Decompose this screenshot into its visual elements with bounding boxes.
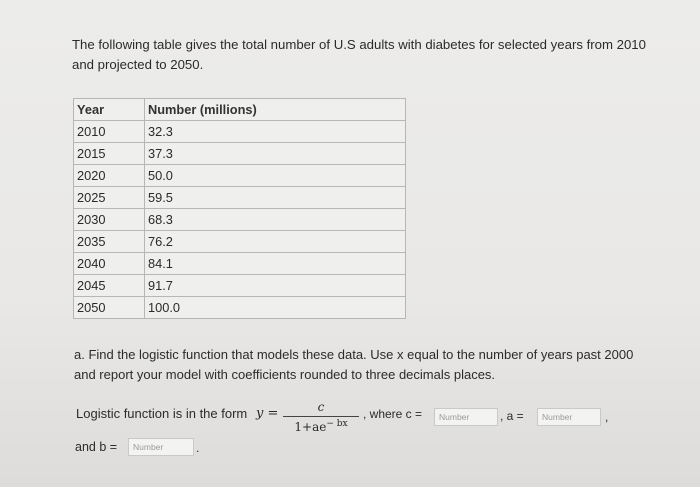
cell-year: 2050 xyxy=(74,297,145,319)
diabetes-table xyxy=(73,98,406,319)
table-row xyxy=(74,121,406,143)
table-row xyxy=(74,253,406,275)
table-row xyxy=(74,275,406,297)
c-input-placeholder: Number xyxy=(439,412,470,422)
b-input-placeholder: Number xyxy=(133,442,164,452)
where-c-label: , where c = xyxy=(363,407,423,421)
cell-year: 2025 xyxy=(74,187,145,209)
a-label: , a = xyxy=(500,409,524,423)
cell-year: 2040 xyxy=(74,253,145,275)
table-row xyxy=(74,231,406,253)
cell-number: 37.3 xyxy=(145,143,406,165)
cell-year: 2045 xyxy=(74,275,145,297)
table-row xyxy=(74,165,406,187)
fraction-bar xyxy=(283,416,359,417)
cell-year: 2035 xyxy=(74,231,145,253)
cell-year: 2015 xyxy=(74,143,145,165)
cell-number: 76.2 xyxy=(145,231,406,253)
form-prefix: Logistic function is in the form xyxy=(76,406,248,421)
table-row xyxy=(74,187,406,209)
intro-text: The following table gives the total number of U.S adults with diabetes for selected years from 2010 and projected to 2050. xyxy=(72,37,646,72)
c-input[interactable] xyxy=(434,408,498,426)
header-year: Year xyxy=(74,99,145,121)
fraction-numerator: c xyxy=(317,400,325,414)
part-a-prompt: a. Find the logistic function that models these data. Use x equal to the number of years past 2000 and report your model with coefficients rounded to three decimals places. xyxy=(74,347,634,382)
denominator-exponent: − bx xyxy=(326,419,348,429)
trailing-comma: , xyxy=(605,410,609,424)
table-header-row xyxy=(74,99,406,121)
cell-year: 2010 xyxy=(74,121,145,143)
table-row xyxy=(74,143,406,165)
cell-number: 100.0 xyxy=(145,297,406,319)
cell-number: 91.7 xyxy=(145,275,406,297)
a-input[interactable] xyxy=(537,408,601,426)
header-number: Number (millions) xyxy=(145,99,406,121)
b-period: . xyxy=(196,441,200,455)
table-row xyxy=(74,209,406,231)
fraction-denominator xyxy=(283,419,359,434)
a-input-placeholder: Number xyxy=(542,412,573,422)
b-label: and b = xyxy=(75,440,118,454)
denominator-base: 1+ae xyxy=(294,420,327,434)
cell-number: 50.0 xyxy=(145,165,406,187)
cell-year: 2020 xyxy=(74,165,145,187)
cell-number: 68.3 xyxy=(145,209,406,231)
cell-year: 2030 xyxy=(74,209,145,231)
equation-y: y = xyxy=(256,406,279,421)
cell-number: 32.3 xyxy=(145,121,406,143)
table-row xyxy=(74,297,406,319)
logistic-fraction xyxy=(283,400,359,434)
cell-number: 84.1 xyxy=(145,253,406,275)
cell-number: 59.5 xyxy=(145,187,406,209)
b-input[interactable] xyxy=(128,438,194,456)
